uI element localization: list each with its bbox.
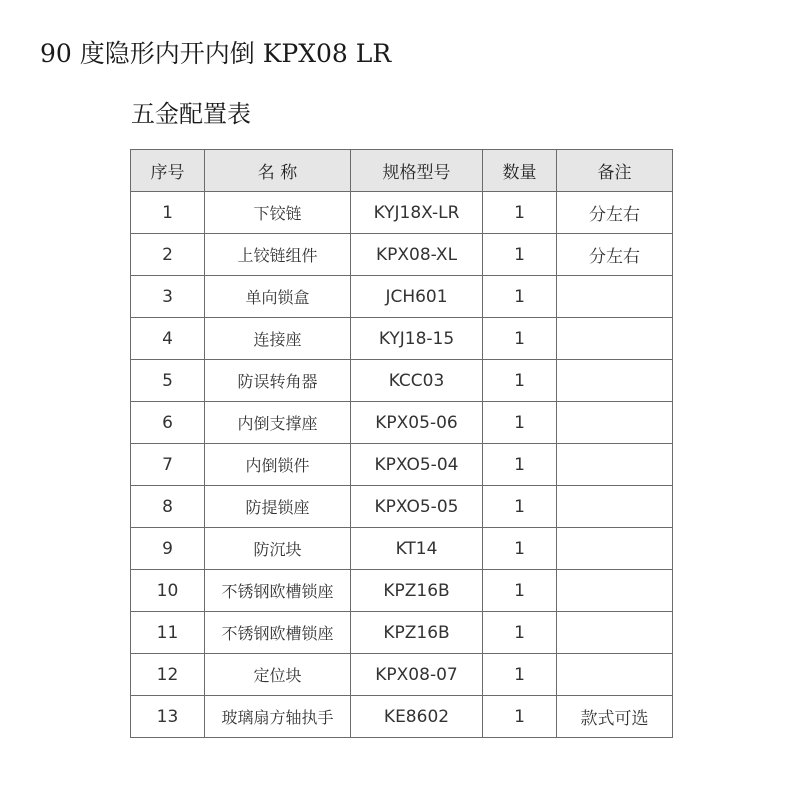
- cell-qty: 1: [483, 486, 557, 528]
- cell-note: [557, 486, 673, 528]
- cell-qty: 1: [483, 318, 557, 360]
- table-row: [131, 486, 673, 528]
- cell-spec: KPX08-07: [351, 654, 483, 696]
- cell-no: 1: [131, 192, 205, 234]
- cell-note: [557, 570, 673, 612]
- cell-no: 5: [131, 360, 205, 402]
- cell-name: 上铰链组件: [205, 234, 351, 276]
- table-row: [131, 570, 673, 612]
- cell-qty: 1: [483, 570, 557, 612]
- cell-spec: KT14: [351, 528, 483, 570]
- cell-note: [557, 402, 673, 444]
- cell-qty: 1: [483, 528, 557, 570]
- header-spec: 规格型号: [351, 150, 483, 192]
- cell-name: 连接座: [205, 318, 351, 360]
- cell-note: [557, 360, 673, 402]
- cell-no: 3: [131, 276, 205, 318]
- cell-no: 2: [131, 234, 205, 276]
- cell-note: [557, 612, 673, 654]
- cell-spec: KCC03: [351, 360, 483, 402]
- cell-name: 防沉块: [205, 528, 351, 570]
- cell-qty: 1: [483, 402, 557, 444]
- table-row: [131, 654, 673, 696]
- cell-qty: 1: [483, 360, 557, 402]
- table-row: [131, 192, 673, 234]
- header-name: 名 称: [205, 150, 351, 192]
- cell-name: 玻璃扇方轴执手: [205, 696, 351, 738]
- cell-no: 6: [131, 402, 205, 444]
- cell-note: [557, 318, 673, 360]
- cell-qty: 1: [483, 192, 557, 234]
- cell-no: 7: [131, 444, 205, 486]
- cell-note: 款式可选: [557, 696, 673, 738]
- document-title: 90 度隐形内开内倒 KPX08 LR: [40, 39, 392, 68]
- cell-note: [557, 276, 673, 318]
- table-row: [131, 318, 673, 360]
- cell-spec: KYJ18X-LR: [351, 192, 483, 234]
- cell-no: 9: [131, 528, 205, 570]
- cell-name: 内倒支撑座: [205, 402, 351, 444]
- header-qty: 数量: [483, 150, 557, 192]
- table-row: [131, 276, 673, 318]
- cell-spec: KPX08-XL: [351, 234, 483, 276]
- hardware-config-table: [130, 149, 673, 738]
- cell-name: 内倒锁件: [205, 444, 351, 486]
- cell-spec: KPXO5-04: [351, 444, 483, 486]
- header-no: 序号: [131, 150, 205, 192]
- cell-name: 下铰链: [205, 192, 351, 234]
- table-row: [131, 444, 673, 486]
- cell-note: [557, 528, 673, 570]
- cell-spec: KE8602: [351, 696, 483, 738]
- section-title: 五金配置表: [131, 100, 251, 128]
- cell-qty: 1: [483, 612, 557, 654]
- cell-note: 分左右: [557, 234, 673, 276]
- cell-qty: 1: [483, 444, 557, 486]
- cell-name: 防误转角器: [205, 360, 351, 402]
- cell-name: 不锈钢欧槽锁座: [205, 570, 351, 612]
- cell-note: [557, 654, 673, 696]
- cell-name: 单向锁盒: [205, 276, 351, 318]
- cell-name: 不锈钢欧槽锁座: [205, 612, 351, 654]
- cell-note: 分左右: [557, 192, 673, 234]
- cell-no: 10: [131, 570, 205, 612]
- cell-spec: JCH601: [351, 276, 483, 318]
- table-body: [131, 192, 673, 738]
- cell-qty: 1: [483, 234, 557, 276]
- cell-no: 4: [131, 318, 205, 360]
- table-row: [131, 234, 673, 276]
- cell-spec: KYJ18-15: [351, 318, 483, 360]
- cell-note: [557, 444, 673, 486]
- cell-spec: KPZ16B: [351, 612, 483, 654]
- table-row: [131, 612, 673, 654]
- cell-qty: 1: [483, 654, 557, 696]
- cell-name: 定位块: [205, 654, 351, 696]
- cell-no: 11: [131, 612, 205, 654]
- header-note: 备注: [557, 150, 673, 192]
- table-row: [131, 696, 673, 738]
- cell-spec: KPXO5-05: [351, 486, 483, 528]
- cell-no: 8: [131, 486, 205, 528]
- table-row: [131, 360, 673, 402]
- table-row: [131, 402, 673, 444]
- cell-no: 13: [131, 696, 205, 738]
- cell-spec: KPZ16B: [351, 570, 483, 612]
- table-row: [131, 528, 673, 570]
- cell-spec: KPX05-06: [351, 402, 483, 444]
- cell-qty: 1: [483, 276, 557, 318]
- table-header-row: [131, 150, 673, 192]
- cell-name: 防提锁座: [205, 486, 351, 528]
- cell-qty: 1: [483, 696, 557, 738]
- cell-no: 12: [131, 654, 205, 696]
